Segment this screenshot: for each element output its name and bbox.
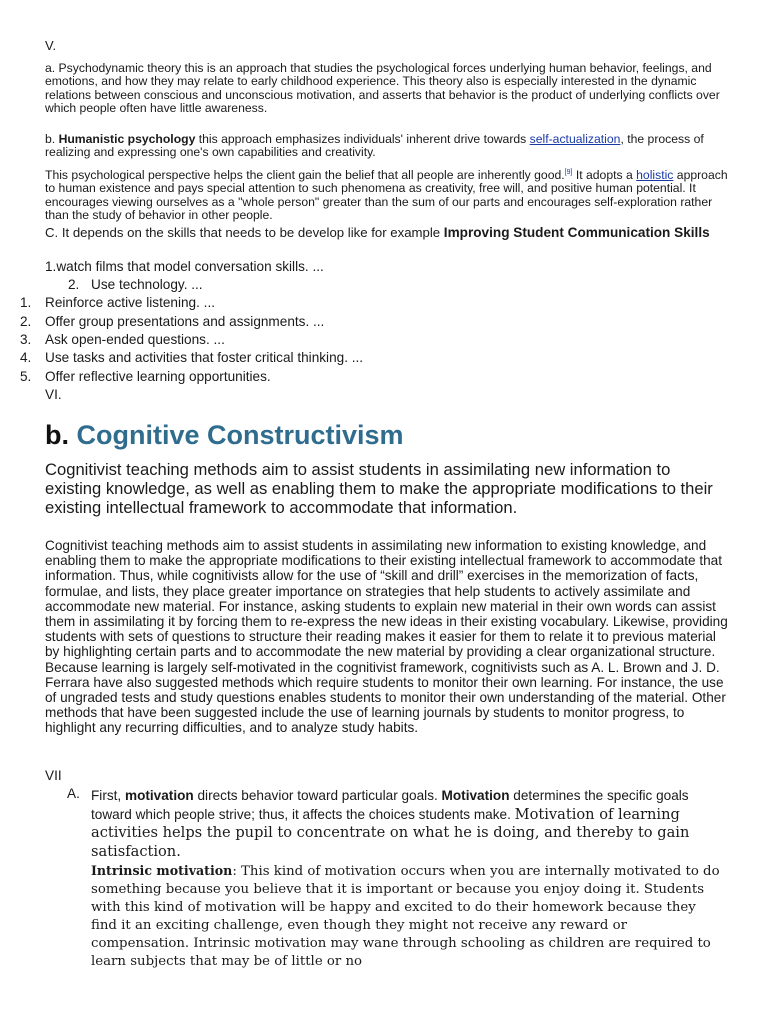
motivation-paragraph: [91, 787, 725, 861]
communication-skills-paragraph: [45, 225, 730, 240]
cognitive-body: Cognitivist teaching methods aim to assist students in assimilating new information to existing knowledge, and enabling them to make the appropriate modifications to their existing intellectual framework to accommodate that information. Thus, while cognitivists allow for the use of “skill and drill” exercises in the memorization of facts, formulae, and lists, they place greater importance on strategies that help students to actively assimilate and accommodate new material. For instance, asking students to explain new material in their own words can assist them in assimilating it by forcing them to re-express the new ideas in their existing vocabulary. Likewise, providing students with sets of questions to structure their reading makes it easier for them to relate it to previous material by highlighting certain parts and to accommodate the new material by providing a clear organizational structure. Because learning is largely self-motivated in the cognitivist framework, cognitivists such as A. L. Brown and J. D. Ferrara have also suggested methods which require students to monitor their own learning. For instance, the use of ungraded tests and study questions enables students to monitor their own understanding of the material. Other methods that have been suggested include the use of learning journals by students to monitor progress, to highlight any recurring difficulties, and to analyze study habits.: [45, 538, 728, 736]
humanistic-text-end: , the process of realizing and expressing one's own capabilities and creativity.: [45, 132, 704, 160]
humanistic-term: Humanistic psychology: [58, 132, 196, 146]
humanistic-prefix: b.: [45, 132, 59, 146]
list-item-text: Ask open-ended questions. ...: [45, 332, 225, 347]
list-item-text: Use technology. ...: [91, 277, 203, 292]
self-actualization-link[interactable]: self-actualization: [529, 132, 621, 146]
list-item-number: 2.: [68, 277, 80, 292]
heading-title: Cognitive Constructivism: [76, 420, 404, 450]
motivation-term: motivation: [124, 788, 194, 803]
communication-intro: C. It depends on the skills that needs to be develop like for example: [45, 225, 444, 240]
list-item-number: 3.: [20, 332, 32, 347]
motivation-text: First,: [91, 788, 125, 803]
list-item-text: Offer group presentations and assignments. ...: [45, 314, 325, 329]
cognitive-lede: Cognitivist teaching methods aim to assist students in assimilating new information to existing knowledge, as well as enabling them to make the appropriate modifications to their existing intellectual framework to accommodate that information.: [45, 460, 713, 517]
cognitive-constructivism-heading: [45, 418, 404, 452]
section-v-label: V.: [45, 38, 57, 53]
list-letter: A.: [67, 786, 80, 801]
list-item-text: Offer reflective learning opportunities.: [45, 369, 271, 384]
intrinsic-motivation-paragraph: [91, 862, 725, 971]
section-vi-label: VI.: [45, 387, 62, 402]
section-vii-label: VII: [45, 768, 62, 783]
communication-skills-title: Improving Student Communication Skills: [443, 225, 710, 240]
motivation-term: Motivation: [441, 788, 510, 803]
motivation-text: determines the specific goals toward which people strive; thus, it affects the choices students make.: [91, 788, 689, 822]
humanistic-text: this approach emphasizes individuals' inherent drive towards: [195, 132, 530, 146]
holistic-link[interactable]: holistic: [636, 168, 674, 183]
holistic-paragraph: [45, 166, 730, 223]
intrinsic-term: Intrinsic motivation: [91, 863, 233, 878]
list-item-number: 2.: [20, 314, 32, 329]
list-item-text: Use tasks and activities that foster critical thinking. ...: [45, 350, 364, 365]
holistic-text-start: This psychological perspective helps the client gain the belief that all people are inherently good.: [45, 168, 565, 183]
list-item-number: 4.: [20, 350, 32, 365]
psychodynamic-paragraph: a. Psychodynamic theory this is an approach that studies the psychological forces underlying human behavior, feelings, and emotions, and how they may relate to early childhood experience. This theory also is especially interested in the dynamic relations between conscious and unconscious motivation, and asserts that behavior is the product of underlying conflicts over which people often have little awareness.: [45, 61, 720, 116]
humanistic-paragraph: [45, 133, 730, 160]
citation-link[interactable]: [9]: [564, 169, 573, 176]
motivation-quote: Motivation of learning activities helps the pupil to concentrate on what he is doing, and thereby to gain satisfaction.: [91, 805, 690, 860]
list-item-number: 5.: [20, 369, 32, 384]
list-item-text: Reinforce active listening. ...: [45, 295, 216, 310]
list-item-number: 1.: [20, 295, 32, 310]
watch-films-line: 1.watch films that model conversation skills. ...: [45, 259, 324, 274]
holistic-text-mid: It adopts a: [572, 168, 637, 183]
heading-prefix: b.: [45, 420, 77, 450]
intrinsic-text: : This kind of motivation occurs when you are internally motivated to do something because you believe that it is important or because you enjoy doing it. Students with this kind of motivation will be happy and excited to do their homework because they find it an exciting challenge, even though they might not receive any reward or compensation. Intrinsic motivation may wane through schooling as children are required to learn subjects that may be of little or no: [91, 864, 720, 969]
holistic-text-end: approach to human existence and pays special attention to such phenomena as creativity, free will, and positive human potential. It encourages viewing ourselves as a "whole person" greater than the sum of our parts and encourages self-exploration rather than the study of behavior in other people.: [45, 168, 728, 223]
motivation-text: directs behavior toward particular goals.: [193, 788, 442, 803]
